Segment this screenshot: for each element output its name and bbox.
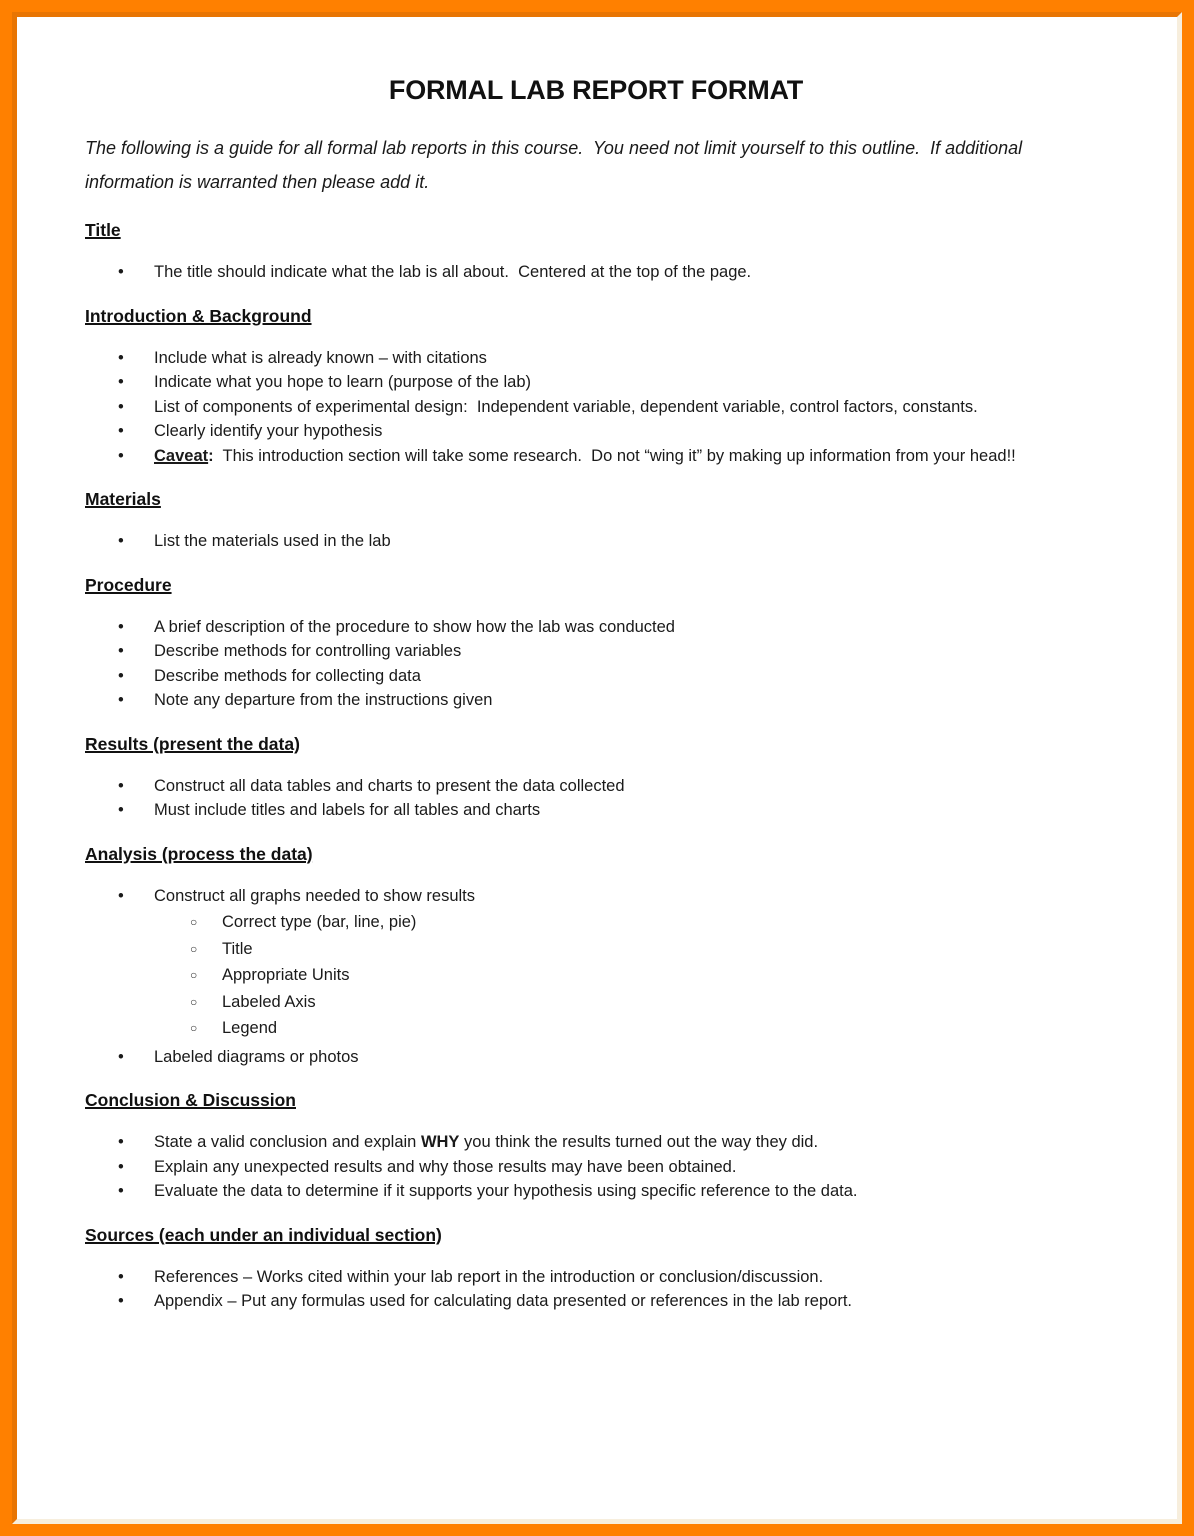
- sub-bullet-item: [154, 962, 1107, 989]
- bullet-item: [85, 798, 1107, 823]
- bullet-item: [85, 1289, 1107, 1314]
- bullet-text: State a valid conclusion and explain WHY you think the results turned out the way they did.: [154, 1133, 819, 1151]
- sub-bullet-text: Legend: [222, 1019, 278, 1037]
- bullet-marker-icon: •: [118, 1267, 124, 1286]
- section: [85, 1223, 1107, 1314]
- bullet-item: [85, 1265, 1107, 1290]
- bullet-text: Appendix – Put any formulas used for calculating data presented or references in the lab report.: [154, 1292, 852, 1310]
- section: [85, 842, 1107, 1070]
- bullet-list: [85, 346, 1107, 469]
- sub-bullet-marker-icon: ○: [190, 1021, 198, 1035]
- sub-bullet-item: [154, 989, 1107, 1016]
- bullet-marker-icon: •: [118, 373, 124, 391]
- bullet-item: [85, 639, 1107, 664]
- bullet-text: Construct all data tables and charts to present the data collected: [154, 776, 625, 795]
- bullet-text: The title should indicate what the lab is all about. Centered at the top of the page.: [154, 263, 752, 281]
- bullet-list: [85, 260, 1107, 285]
- document-page: [12, 12, 1182, 1524]
- bullet-list: [85, 1265, 1107, 1314]
- section-heading: Introduction & Background: [85, 305, 312, 326]
- bullet-list: [85, 615, 1107, 713]
- bullet-text: Caveat: This introduction section will take some research. Do not “wing it” by making up information from your head!!: [154, 446, 1016, 465]
- bullet-marker-icon: •: [118, 1047, 124, 1066]
- sub-bullet-list: [154, 909, 1107, 1042]
- bullet-item: [85, 615, 1107, 640]
- bullet-text: A brief description of the procedure to show how the lab was conducted: [154, 617, 675, 636]
- sub-bullet-text: Correct type (bar, line, pie): [222, 913, 417, 931]
- section: [85, 218, 1107, 285]
- bullet-text: Describe methods for collecting data: [154, 666, 421, 685]
- section-heading: Sources (each under an individual section): [85, 1224, 442, 1245]
- section-heading: Results (present the data): [85, 733, 300, 754]
- sub-bullet-item: [154, 909, 1107, 936]
- bullet-item: [85, 688, 1107, 713]
- bullet-item: [85, 1045, 1107, 1070]
- bullet-marker-icon: •: [118, 666, 124, 685]
- bullet-marker-icon: •: [118, 1133, 124, 1151]
- bullet-list: [85, 884, 1107, 1070]
- bullet-marker-icon: •: [118, 348, 124, 367]
- bullet-text: Indicate what you hope to learn (purpose of the lab): [154, 373, 531, 391]
- bullet-item: [85, 664, 1107, 689]
- bullet-marker-icon: •: [118, 776, 124, 795]
- bullet-text: Labeled diagrams or photos: [154, 1047, 359, 1066]
- section-heading: Conclusion & Discussion: [85, 1090, 296, 1110]
- bullet-item: [85, 884, 1107, 1042]
- bullet-item: [85, 260, 1107, 285]
- bullet-marker-icon: •: [118, 422, 124, 440]
- bullet-marker-icon: •: [118, 691, 124, 709]
- bullet-text: Construct all graphs needed to show results: [154, 886, 476, 905]
- bullet-item: [85, 1155, 1107, 1180]
- sub-bullet-text: Labeled Axis: [222, 992, 316, 1011]
- sub-bullet-item: [154, 1015, 1107, 1042]
- sections-container: [85, 218, 1107, 1314]
- page-title: FORMAL LAB REPORT FORMAT: [388, 75, 804, 105]
- sub-bullet-marker-icon: ○: [190, 941, 198, 956]
- bullet-text: Include what is already known – with citations: [154, 348, 487, 367]
- bullet-text: Evaluate the data to determine if it supports your hypothesis using specific reference to the data.: [154, 1182, 858, 1200]
- bullet-text: Explain any unexpected results and why those results may have been obtained.: [154, 1157, 737, 1176]
- bullet-marker-icon: •: [118, 886, 124, 905]
- section-heading: Analysis (process the data): [85, 843, 313, 864]
- document-content: [17, 17, 1177, 1314]
- sub-bullet-marker-icon: ○: [190, 915, 198, 929]
- bullet-marker-icon: •: [118, 1157, 124, 1176]
- section: [85, 304, 1107, 469]
- bullet-item: [85, 419, 1107, 444]
- section-heading: Title: [85, 220, 121, 240]
- bullet-text: Must include titles and labels for all tables and charts: [154, 801, 541, 819]
- bullet-marker-icon: •: [118, 801, 124, 819]
- section-heading: Materials: [85, 489, 161, 509]
- bullet-marker-icon: •: [118, 397, 124, 416]
- sub-bullet-marker-icon: ○: [190, 968, 198, 982]
- bullet-item: [85, 346, 1107, 371]
- bullet-text: References – Works cited within your lab report in the introduction or conclusion/discussion.: [154, 1267, 824, 1286]
- section-heading: Procedure: [85, 574, 172, 595]
- bullet-text: List the materials used in the lab: [154, 532, 391, 550]
- section: [85, 487, 1107, 554]
- sub-bullet-marker-icon: ○: [190, 994, 198, 1009]
- bullet-list: [85, 1130, 1107, 1204]
- bullet-list: [85, 774, 1107, 823]
- bullet-item: [85, 370, 1107, 395]
- sub-bullet-item: [154, 936, 1107, 963]
- bullet-text: Clearly identify your hypothesis: [154, 422, 383, 440]
- bullet-item: [85, 774, 1107, 799]
- bullet-marker-icon: •: [118, 642, 124, 660]
- bullet-marker-icon: •: [118, 617, 124, 636]
- bullet-marker-icon: •: [118, 446, 124, 465]
- bullet-marker-icon: •: [118, 263, 124, 281]
- bullet-text: Describe methods for controlling variables: [154, 642, 462, 660]
- section: [85, 1088, 1107, 1204]
- bullet-item: [85, 1130, 1107, 1155]
- bullet-list: [85, 529, 1107, 554]
- bullet-marker-icon: •: [118, 1182, 124, 1200]
- bullet-item: [85, 529, 1107, 554]
- bullet-marker-icon: •: [118, 532, 124, 550]
- intro-paragraph: The following is a guide for all formal lab reports in this course. You need not limit yourself to this outline. If additional information is warranted then please add it.: [85, 138, 1028, 192]
- bullet-marker-icon: •: [118, 1292, 124, 1310]
- sub-bullet-text: Title: [222, 939, 253, 958]
- section: [85, 732, 1107, 823]
- bullet-item: [85, 1179, 1107, 1204]
- section: [85, 573, 1107, 713]
- bullet-text: Note any departure from the instructions given: [154, 691, 493, 709]
- bullet-item: [85, 395, 1107, 420]
- bullet-text: List of components of experimental design: Independent variable, dependent variable, control factors, constants.: [154, 397, 978, 416]
- sub-bullet-text: Appropriate Units: [222, 966, 350, 984]
- bullet-item: [85, 444, 1107, 469]
